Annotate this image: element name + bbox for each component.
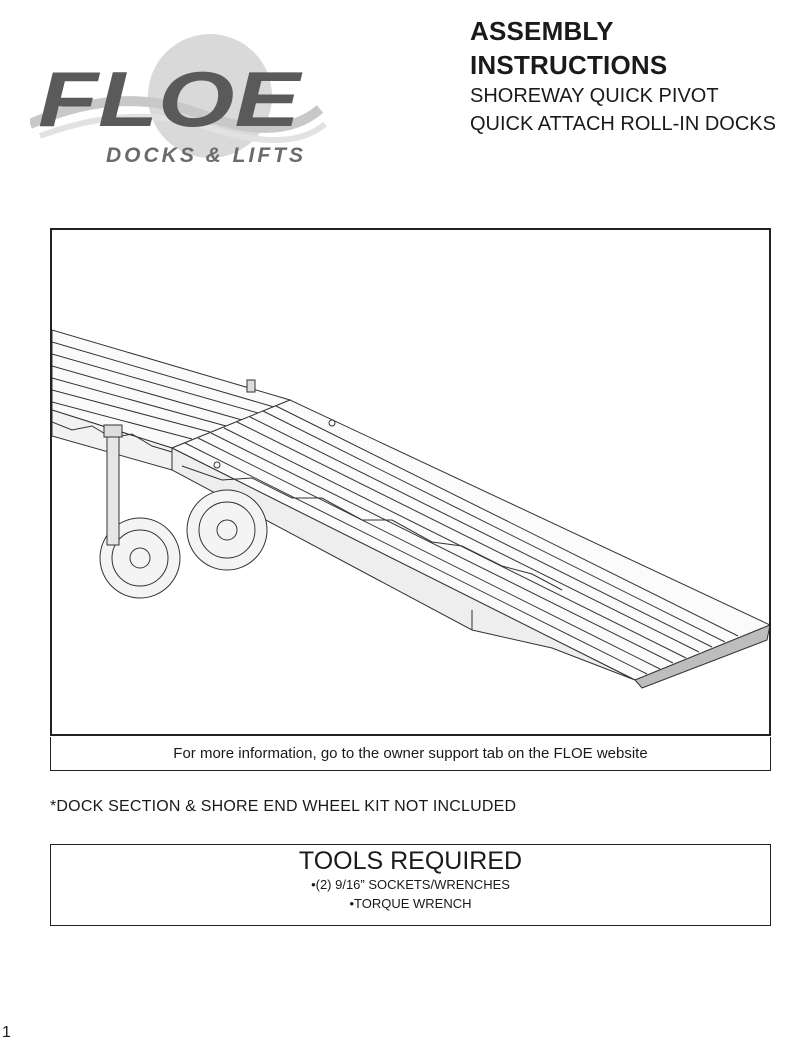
tool-item: •(2) 9/16” SOCKETS/WRENCHES [311, 877, 510, 892]
floe-logo [30, 24, 330, 174]
tools-title: TOOLS REQUIRED [298, 847, 523, 875]
figure-caption: For more information, go to the owner support tab on the FLOE website [50, 737, 771, 771]
dock-illustration [52, 230, 769, 734]
logo-brand-text: FLOE [38, 55, 303, 143]
document-title: ASSEMBLY INSTRUCTIONS [470, 16, 668, 80]
page-number: 1 [2, 1024, 11, 1041]
floe-logo-graphic [30, 24, 330, 174]
document-subtitle-2: QUICK ATTACH ROLL-IN DOCKS [470, 113, 776, 135]
not-included-note: *DOCK SECTION & SHORE END WHEEL KIT NOT INCLUDED [50, 798, 517, 815]
document-subtitle-1: SHOREWAY QUICK PIVOT [470, 85, 719, 107]
tool-item: •TORQUE WRENCH [349, 896, 472, 911]
dock-illustration-frame [50, 228, 771, 736]
document-heading [470, 14, 790, 138]
logo-tagline-text: DOCKS & LIFTS [106, 144, 306, 167]
tools-required-box [50, 844, 771, 926]
